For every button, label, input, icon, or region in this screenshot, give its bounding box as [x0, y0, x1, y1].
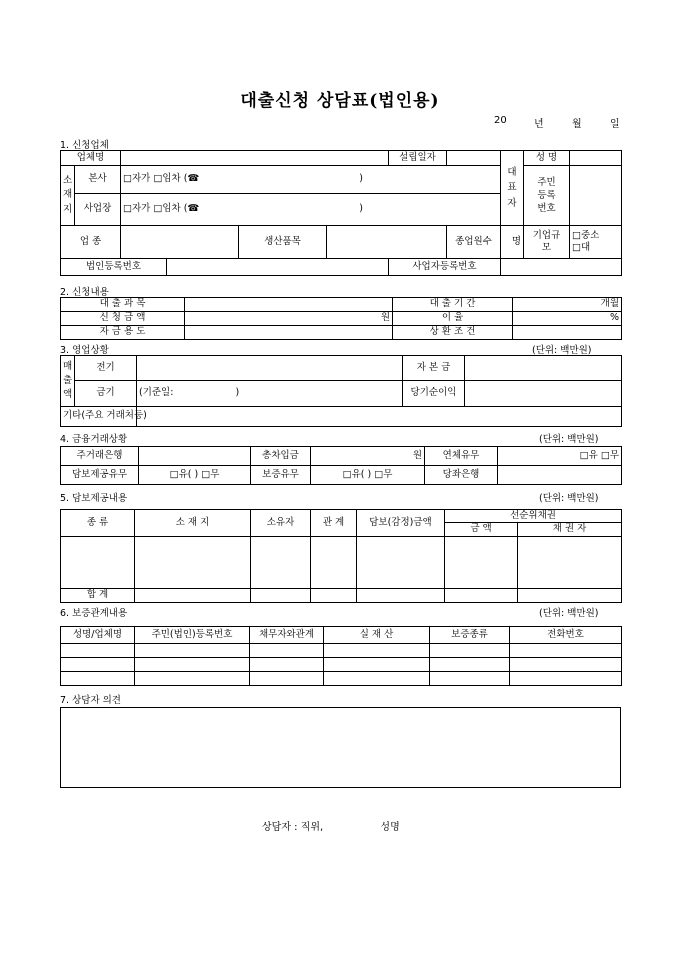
total-label: 합 계	[61, 589, 135, 603]
purpose-value[interactable]	[185, 326, 393, 340]
section-6-heading: 6. 보증관계내용	[60, 608, 128, 619]
date-month-unit: 월	[572, 119, 582, 130]
total-row	[61, 589, 622, 603]
hq-ownership[interactable]: □자가 □임차 (☎ )	[121, 166, 501, 194]
date-year-unit: 년	[534, 119, 544, 130]
repay-label: 상 환 조 건	[393, 326, 513, 340]
col-phone-header: 전화번호	[510, 627, 622, 644]
rate-unit[interactable]: %	[513, 312, 622, 326]
rrn-value[interactable]	[570, 166, 622, 226]
net-income-value[interactable]	[465, 381, 622, 407]
amount-label: 신 청 금 액	[61, 312, 185, 326]
section-3-heading: 3. 영업상황	[60, 345, 109, 356]
col-guarantee-type-header: 보증종류	[430, 627, 510, 644]
net-income-label: 당기순이익	[403, 381, 465, 407]
overdue-label: 연체유무	[425, 447, 498, 466]
rep-name-label: 성 명	[524, 151, 570, 166]
main-bank-label: 주거래은행	[61, 447, 139, 466]
base-date-field[interactable]: (기준일: )	[137, 381, 403, 407]
section-5-unit: (단위: 백만원)	[539, 493, 599, 504]
section-7-heading: 7. 상담자 의견	[60, 695, 121, 706]
loan-request-table	[60, 297, 622, 340]
col-prior-amount-header: 금 액	[445, 523, 518, 537]
industry-value[interactable]	[121, 226, 239, 259]
total-borrow-unit[interactable]: 원	[311, 447, 425, 466]
loan-period-label: 대 출 기 간	[393, 298, 513, 312]
table-row[interactable]	[61, 537, 622, 589]
company-size-label: 기업규 모	[524, 226, 570, 259]
other-value[interactable]	[137, 407, 622, 427]
col-relation-header: 관 계	[311, 510, 357, 537]
col-location-header: 소 재 지	[135, 510, 251, 537]
col-prior-header: 선순위채권	[445, 510, 622, 523]
guarantee-choice[interactable]: □유( ) □무	[311, 466, 425, 485]
other-label: 기타(주요 거래처등)	[61, 407, 137, 427]
overdue-choice[interactable]: □유 □무	[498, 447, 622, 466]
section-1-heading: 1. 신청업체	[60, 140, 109, 151]
section-3-unit: (단위: 백만원)	[532, 345, 592, 356]
section-4-heading: 4. 금융거래상황	[60, 434, 128, 445]
total-borrow-label: 총차입금	[251, 447, 311, 466]
date-day-unit: 일	[610, 119, 620, 130]
signature-line	[262, 818, 454, 833]
biz-reg-label: 사업자등록번호	[389, 259, 501, 276]
corp-reg-label: 법인등록번호	[61, 259, 167, 276]
main-bank-value[interactable]	[139, 447, 251, 466]
applicant-table	[60, 150, 622, 276]
date-year: 20	[494, 115, 507, 126]
col-owner-header: 소유자	[251, 510, 311, 537]
founded-label: 설립일자	[389, 151, 447, 166]
prev-period-label: 전기	[75, 356, 137, 381]
employees-unit: 명	[501, 226, 524, 259]
table-row[interactable]	[61, 644, 622, 658]
sales-label: 매 출 액	[61, 356, 75, 407]
company-name-value[interactable]	[121, 151, 389, 166]
product-label: 생산품목	[239, 226, 327, 259]
company-name-label: 업체명	[61, 151, 121, 166]
product-value[interactable]	[327, 226, 447, 259]
office-ownership[interactable]: □자가 □임차 (☎ )	[121, 194, 501, 226]
rrn-label: 주민 등록 번호	[524, 166, 570, 226]
office-label: 사업장	[75, 194, 121, 226]
corp-reg-value[interactable]	[167, 259, 389, 276]
capital-value[interactable]	[465, 356, 622, 381]
loan-subject-label: 대 출 과 목	[61, 298, 185, 312]
col-appraisal-header: 담보(감정)금액	[357, 510, 445, 537]
rate-label: 이 율	[393, 312, 513, 326]
bank-account-label: 당좌은행	[425, 466, 498, 485]
loan-subject-value[interactable]	[185, 298, 393, 312]
col-reg-number-header: 주민(법인)등록번호	[135, 627, 250, 644]
company-size-choice[interactable]: □중소 □대	[570, 226, 622, 259]
location-label: 소 재 지	[61, 166, 75, 226]
purpose-label: 자 금 용 도	[61, 326, 185, 340]
business-status-table	[60, 355, 622, 427]
prev-period-value[interactable]	[137, 356, 403, 381]
loan-period-unit[interactable]: 개월	[513, 298, 622, 312]
col-prior-creditor-header: 채 권 자	[518, 523, 622, 537]
biz-reg-value[interactable]	[501, 259, 622, 276]
guarantee-table	[60, 626, 622, 686]
repay-value[interactable]	[513, 326, 622, 340]
capital-label: 자 본 금	[403, 356, 465, 381]
collateral-table	[60, 509, 622, 603]
opinion-field[interactable]	[61, 708, 621, 788]
form-title: 대출신청 상담표(법인용)	[240, 91, 440, 111]
section-5-heading: 5. 담보제공내용	[60, 493, 128, 504]
curr-period-label: 금기	[75, 381, 137, 407]
section-6-unit: (단위: 백만원)	[539, 608, 599, 619]
table-row[interactable]	[61, 658, 622, 672]
counselor-position-label: 상담자 : 직위,	[262, 822, 324, 833]
founded-value[interactable]	[447, 151, 501, 166]
industry-label: 업 종	[61, 226, 121, 259]
guarantee-label: 보증유무	[251, 466, 311, 485]
hq-label: 본사	[75, 166, 121, 194]
collateral-offer-choice[interactable]: □유( ) □무	[139, 466, 251, 485]
rep-name-value[interactable]	[570, 151, 622, 166]
table-row[interactable]	[61, 672, 622, 686]
section-4-unit: (단위: 백만원)	[539, 434, 599, 445]
collateral-offer-label: 담보제공유무	[61, 466, 139, 485]
amount-unit[interactable]: 원	[185, 312, 393, 326]
bank-account-value[interactable]	[498, 466, 622, 485]
col-type-header: 종 류	[61, 510, 135, 537]
opinion-box	[60, 707, 621, 788]
col-relation-header: 채무자와관계	[250, 627, 324, 644]
finance-table	[60, 446, 622, 485]
section-2-heading: 2. 신청내용	[60, 287, 109, 298]
counselor-name-label: 성명	[380, 822, 400, 833]
employees-label: 종업원수	[447, 226, 501, 259]
representative-label: 대 표 자	[501, 151, 524, 226]
col-name-header: 성명/업체명	[61, 627, 135, 644]
col-assets-header: 실 재 산	[324, 627, 430, 644]
